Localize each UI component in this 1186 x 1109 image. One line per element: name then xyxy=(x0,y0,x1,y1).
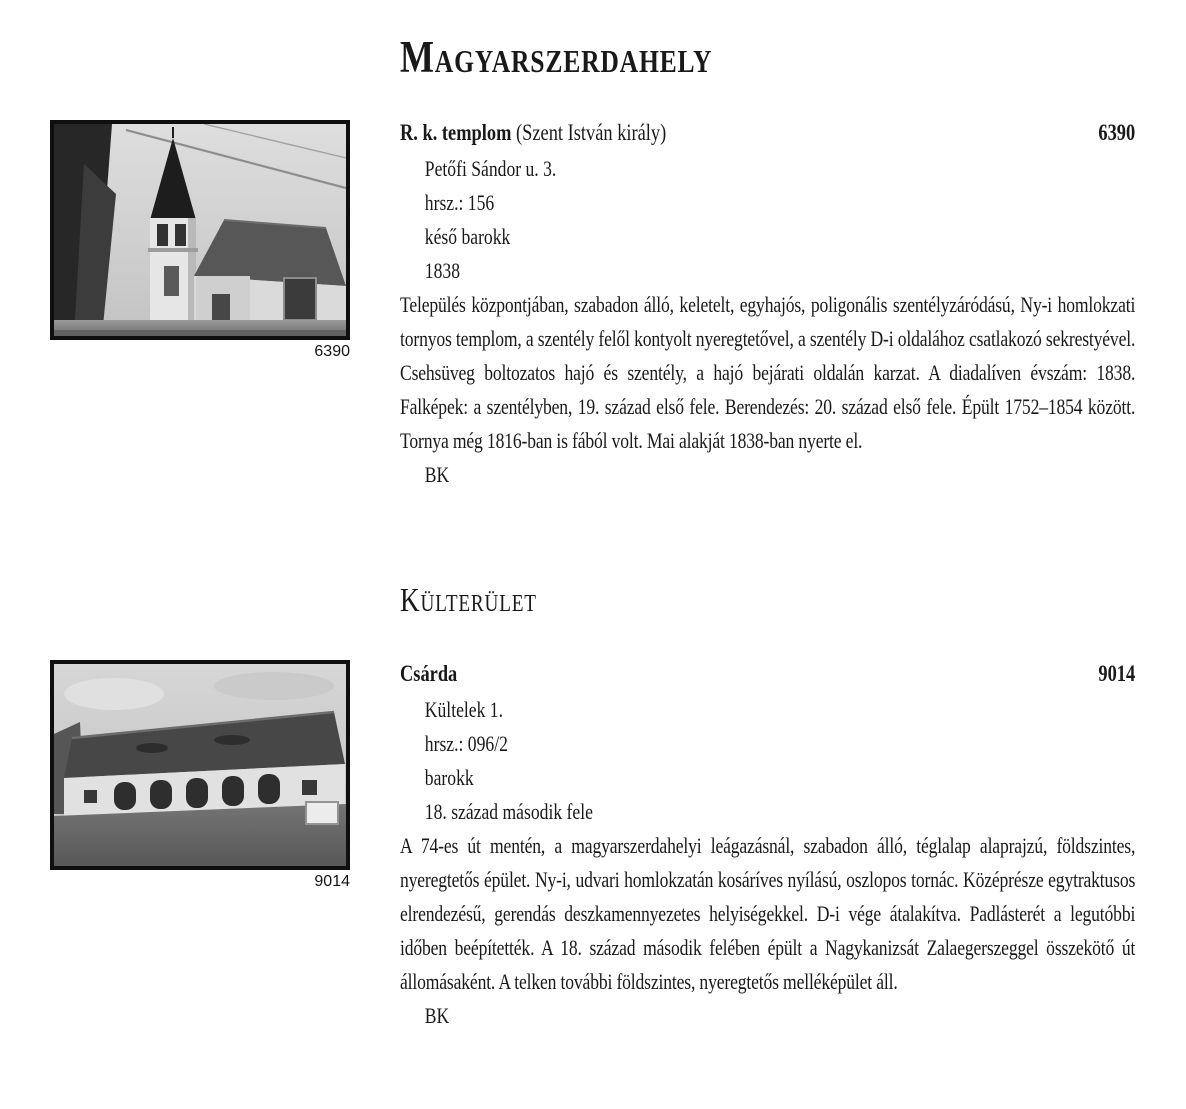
entry-id-number: 6390 xyxy=(1098,120,1136,145)
entry-name: R. k. templom xyxy=(400,120,512,145)
entry-templom xyxy=(400,114,1135,492)
parcel-line: hrsz.: 096/2 xyxy=(424,731,508,756)
entry-details xyxy=(400,152,1135,288)
entry-dedication: (Szent István király) xyxy=(516,120,667,145)
entry-description: A 74-es út mentén, a magyarszerdahelyi leágazásnál, szabadon álló, téglalap alaprajzú, földszintes, nyeregtetős épület. Ny-i, udvari homlokzatán kosáríves nyílású, oszlopos tornác. Középrésze egytraktusos elrendezésű, gerendás deszkamennyezetes helyiségekkel. D-i vége átalakítva. Padlásterét a legutóbbi időben beépítették. A 18. század második felében épült a Nagykanizsát Zalaegerszeggel összekötő út állomásaként. A telken további földszintes, nyeregtetős melléképület áll. xyxy=(400,833,1136,994)
inn-illustration xyxy=(54,664,346,866)
entry-name-line xyxy=(400,655,457,693)
address-line: Kültelek 1. xyxy=(424,697,504,722)
author-initials: BK xyxy=(424,1003,450,1028)
section-heading-kulterulet: Külterület xyxy=(400,582,537,619)
photo-id-caption: 9014 xyxy=(314,873,350,890)
entry-details xyxy=(400,693,1135,829)
page-title: Magyarszerdahely xyxy=(400,32,713,82)
church-illustration xyxy=(54,124,346,336)
date-line: 1838 xyxy=(424,258,460,283)
entry-description: Település központjában, szabadon álló, keletelt, egyhajós, poligonális szentélyzáródású, Ny-i homlokzati tornyos templom, a szentély felől kontyolt nyeregtetővel, a szentély D-i oldalához csatlakozó sekrestyével. Csehsüveg boltozatos hajó és szentély, a hajó bejárati oldalán karzat. A diadalíven évszám: 1838. Falképek: a szentélyben, 19. század első fele. Berendezés: 20. század első fele. Épült 1752–1854 között. Tornya még 1816-ban is fából volt. Mai alakját 1838-ban nyerte el. xyxy=(400,292,1136,453)
entry-name: Csárda xyxy=(400,661,458,686)
entry-header xyxy=(400,114,1135,152)
church-photo xyxy=(50,120,350,340)
parcel-line: hrsz.: 156 xyxy=(424,190,495,215)
style-line: barokk xyxy=(424,765,474,790)
inn-photo xyxy=(50,660,350,870)
text-column xyxy=(400,0,1135,1109)
entry-id-number: 9014 xyxy=(1098,661,1136,686)
date-line: 18. század második fele xyxy=(424,799,593,824)
style-line: késő barokk xyxy=(424,224,511,249)
entry-header xyxy=(400,655,1135,693)
address-line: Petőfi Sándor u. 3. xyxy=(424,156,557,181)
entry-csarda xyxy=(400,655,1135,1033)
photo-id-caption: 6390 xyxy=(314,343,350,360)
entry-name-line xyxy=(400,114,666,152)
author-initials: BK xyxy=(424,462,450,487)
